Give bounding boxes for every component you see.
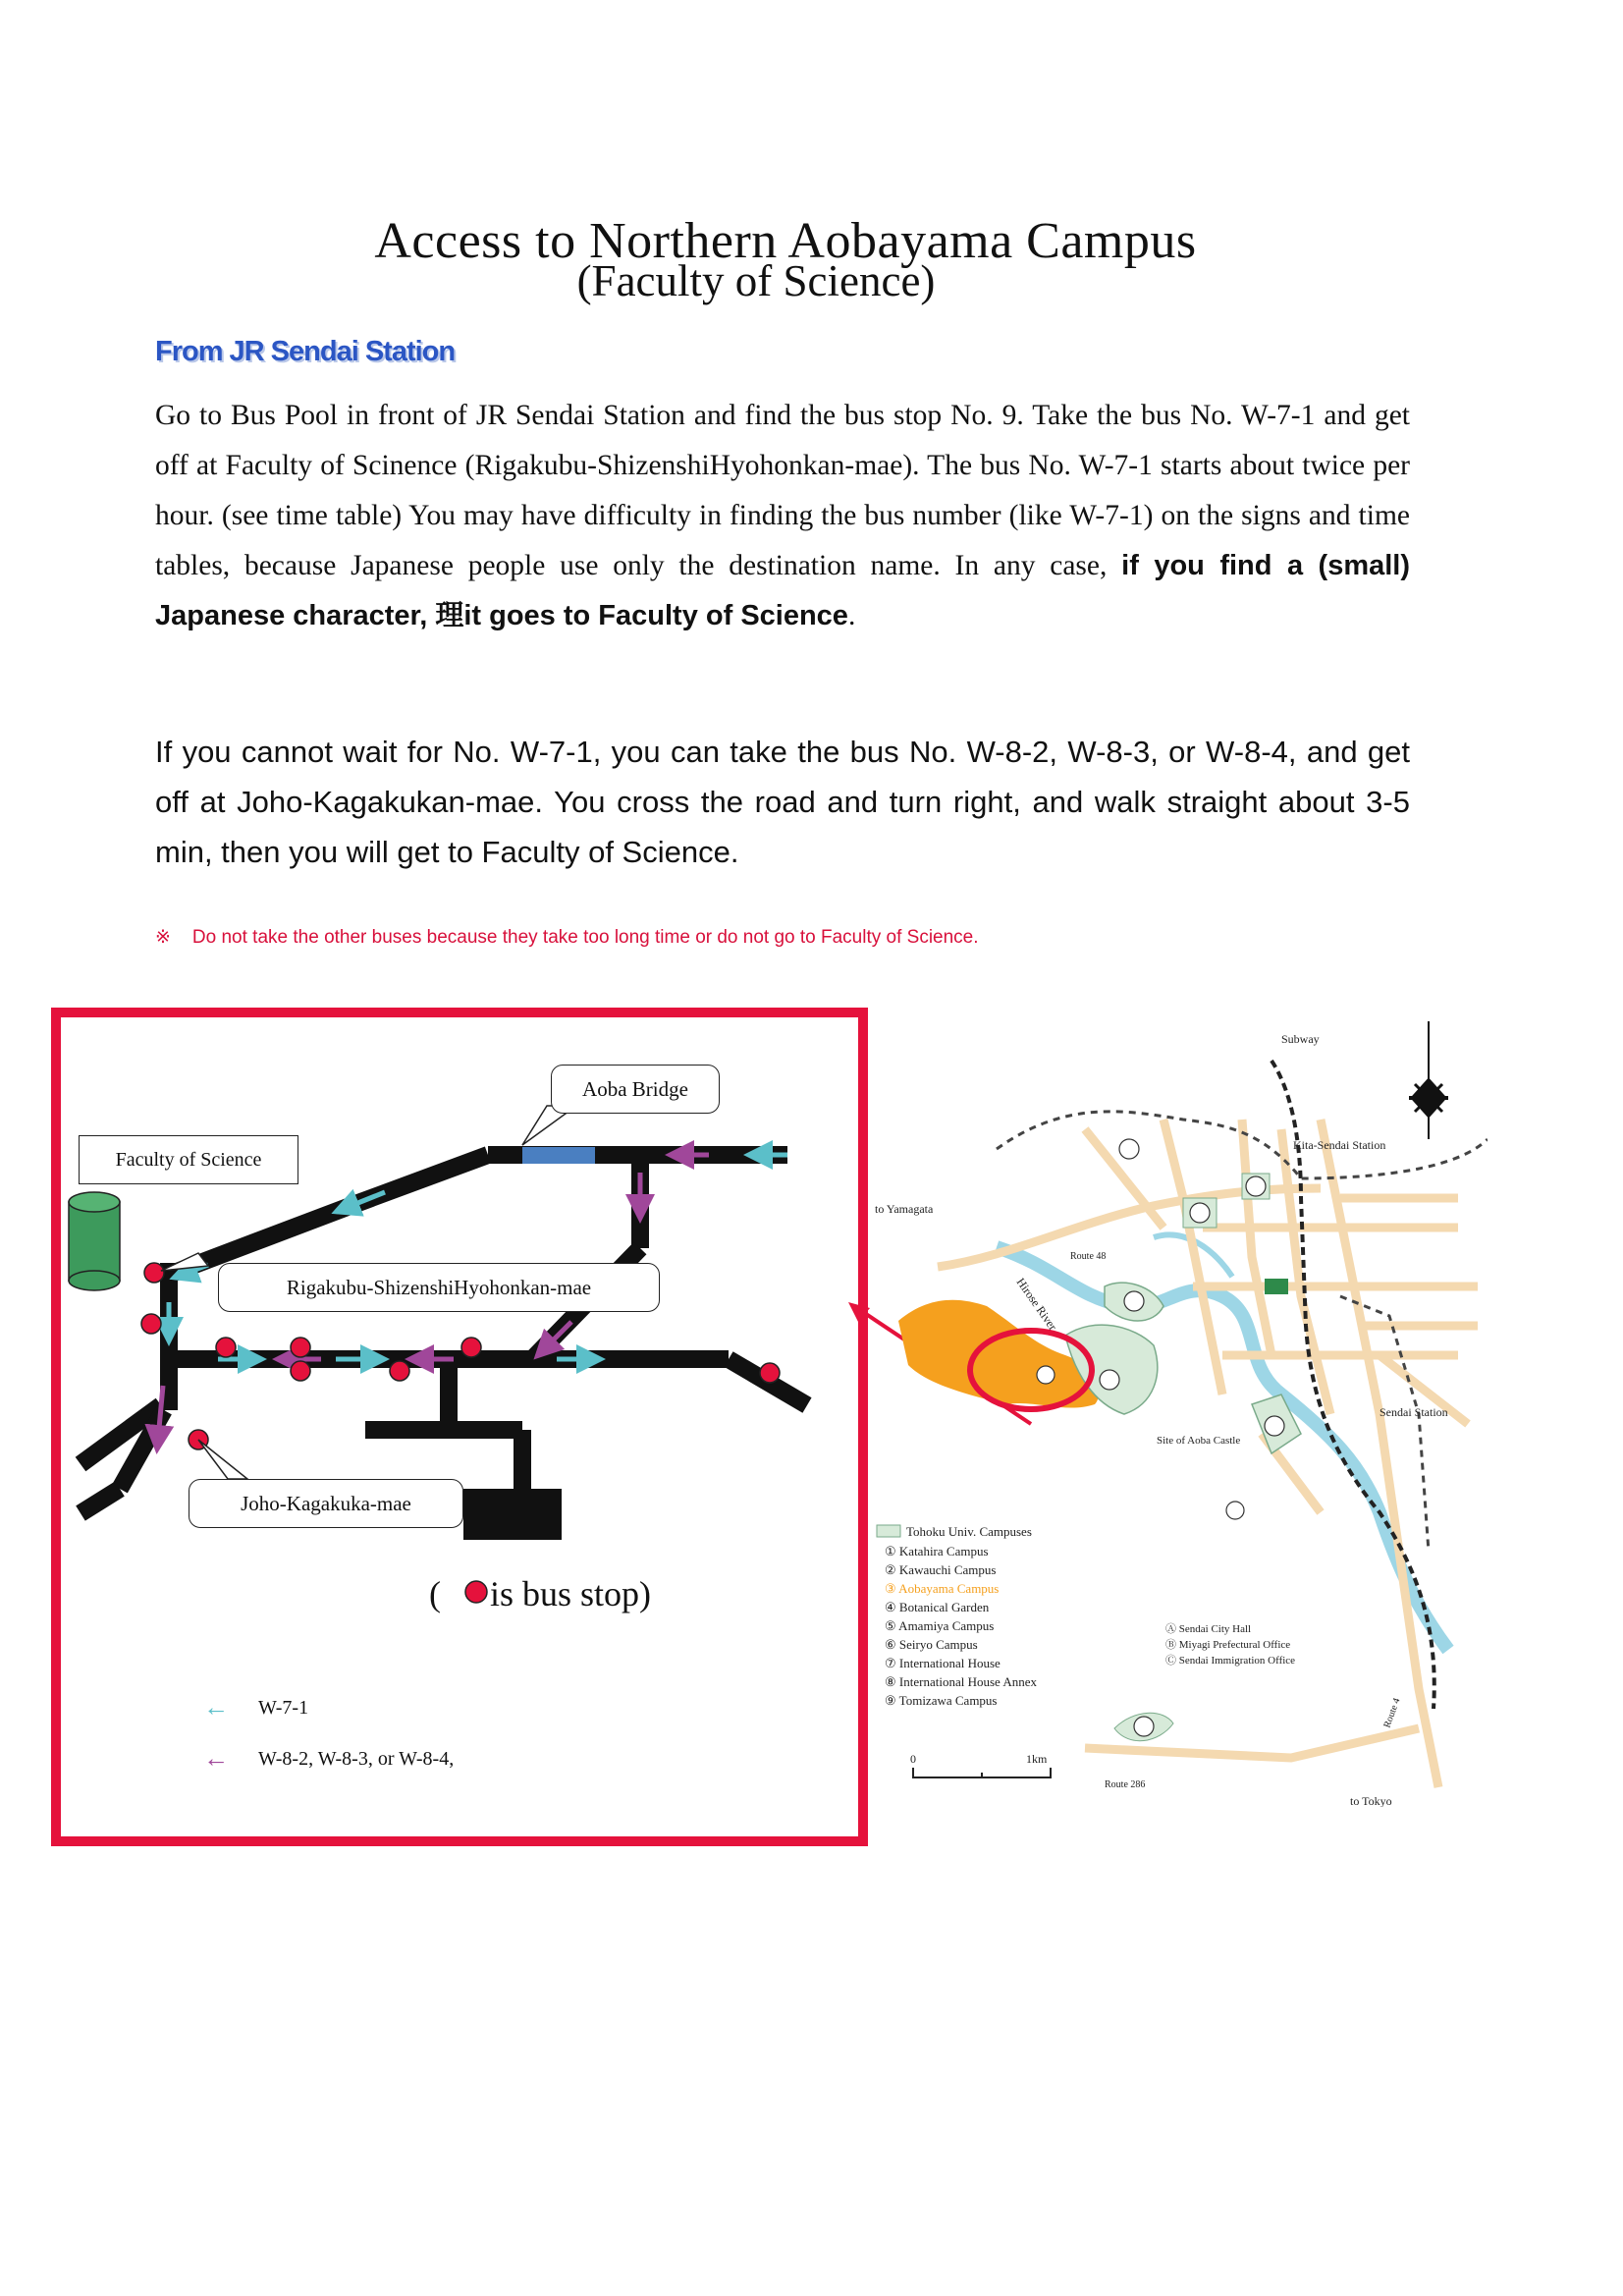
note-text: Do not take the other buses because they take too long time or do not go to Faculty of Science. — [191, 927, 979, 948]
route4-label: Route 4 — [1381, 1696, 1403, 1730]
hirose-river-label: Hirose River — [1013, 1275, 1060, 1334]
campus-legend-item: ② Kawauchi Campus — [885, 1562, 997, 1577]
office-legend — [1165, 1622, 1295, 1667]
aoba-bridge-shape — [522, 1147, 595, 1164]
note-mark: ※ — [155, 927, 171, 948]
to-yamagata-label: to Yamagata — [875, 1202, 934, 1216]
bus-stop-open-paren: ( — [429, 1574, 441, 1613]
route-map — [51, 1008, 868, 1846]
campus-legend-item: ③ Aobayama Campus — [885, 1581, 1000, 1596]
route48-label: Route 48 — [1070, 1251, 1107, 1262]
kita-sendai-label: Kita-Sendai Station — [1293, 1138, 1386, 1152]
legend-w8-arrow: ← — [203, 1744, 229, 1773]
offices-block — [1265, 1279, 1288, 1294]
scale-zero: 0 — [910, 1752, 916, 1766]
campus-legend — [877, 1524, 1037, 1708]
legend-w71 — [203, 1693, 308, 1722]
directions-bold-text: if you find a (small) Japanese character, 理it goes to Faculty of Science — [155, 550, 1411, 631]
faculty-building-icon — [69, 1192, 120, 1290]
legend-w71-label: W-7-1 — [258, 1696, 309, 1719]
campus-legend-item: ⑥ Seiryo Campus — [885, 1637, 978, 1652]
page-subtitle: (Faculty of Science) — [576, 256, 936, 305]
scale-one: 1km — [1026, 1752, 1048, 1766]
legend-w8 — [203, 1744, 454, 1774]
directions-end: . — [847, 600, 856, 631]
roads — [81, 1155, 807, 1513]
campus-legend-swatch — [877, 1525, 900, 1537]
faculty-label: Faculty of Science — [79, 1135, 298, 1184]
campus-legend-item: ① Katahira Campus — [885, 1544, 989, 1558]
building-block — [463, 1489, 562, 1540]
directions-text: Go to Bus Pool in front of JR Sendai Station and find the bus stop No. 9. Take the bus No. W-7-1 and get off at Faculty of Scinence (Rigakubu-ShizenshiHyohonkan-mae). The bus No. W-7-1 starts about twice per hour. (see time table) You may have difficulty in finding the bus number (like W-7-1) on the signs and time tables, because Japanese people use only the destination name. In any case, — [155, 400, 1410, 581]
page-title: Access to Northern Aobayama Campus — [374, 213, 1197, 269]
office-legend-item: Ⓒ Sendai Immigration Office — [1165, 1655, 1296, 1667]
site-aoba-castle-label: Site of Aoba Castle — [1157, 1435, 1241, 1447]
campus-legend-item: ④ Botanical Garden — [885, 1600, 990, 1614]
w71-route-arrows — [169, 1155, 787, 1359]
compass-icon — [1409, 1021, 1448, 1139]
city-map — [869, 1002, 1488, 1807]
subway-label: Subway — [1281, 1032, 1320, 1046]
directions-paragraph — [155, 391, 1410, 641]
warning-note — [155, 926, 979, 949]
joho-stop-label: Joho-Kagakuka-mae — [189, 1479, 463, 1528]
campus-legend-item: ⑤ Amamiya Campus — [885, 1618, 995, 1633]
office-legend-item: Ⓑ Miyagi Prefectural Office — [1165, 1639, 1291, 1651]
bus-stop-legend-text: is bus stop) — [490, 1574, 652, 1613]
campus-legend-title: Tohoku Univ. Campuses — [906, 1524, 1032, 1539]
aoba-bridge-label: Aoba Bridge — [551, 1065, 720, 1114]
legend-w8-label: W-8-2, W-8-3, or W-8-4, — [258, 1747, 455, 1770]
section-heading: From JR Sendai Station — [155, 336, 456, 367]
aobayama-campus-area — [898, 1300, 1099, 1408]
to-tokyo-label: to Tokyo — [1350, 1794, 1392, 1807]
bus-stop-legend — [429, 1573, 651, 1614]
alternative-route-paragraph: If you cannot wait for No. W-7-1, you can take the bus No. W-8-2, W-8-3, or W-8-4, and get off at Joho-Kagakukan-mae. You cross the road and turn right, and walk straight about 3-5 min, then you will get to Faculty of Science. — [155, 735, 1410, 869]
sendai-station-label: Sendai Station — [1380, 1405, 1448, 1419]
route286-label: Route 286 — [1105, 1779, 1146, 1790]
campus-legend-item: ⑧ International House Annex — [885, 1674, 1037, 1689]
scale-bar — [913, 1768, 1051, 1777]
campus-legend-item: ⑦ International House — [885, 1656, 1001, 1670]
legend-w71-arrow: ← — [203, 1693, 229, 1722]
office-legend-item: Ⓐ Sendai City Hall — [1165, 1623, 1252, 1635]
campus-legend-item: ⑨ Tomizawa Campus — [885, 1693, 998, 1708]
rigakubu-stop-label: Rigakubu-ShizenshiHyohonkan-mae — [218, 1263, 660, 1312]
